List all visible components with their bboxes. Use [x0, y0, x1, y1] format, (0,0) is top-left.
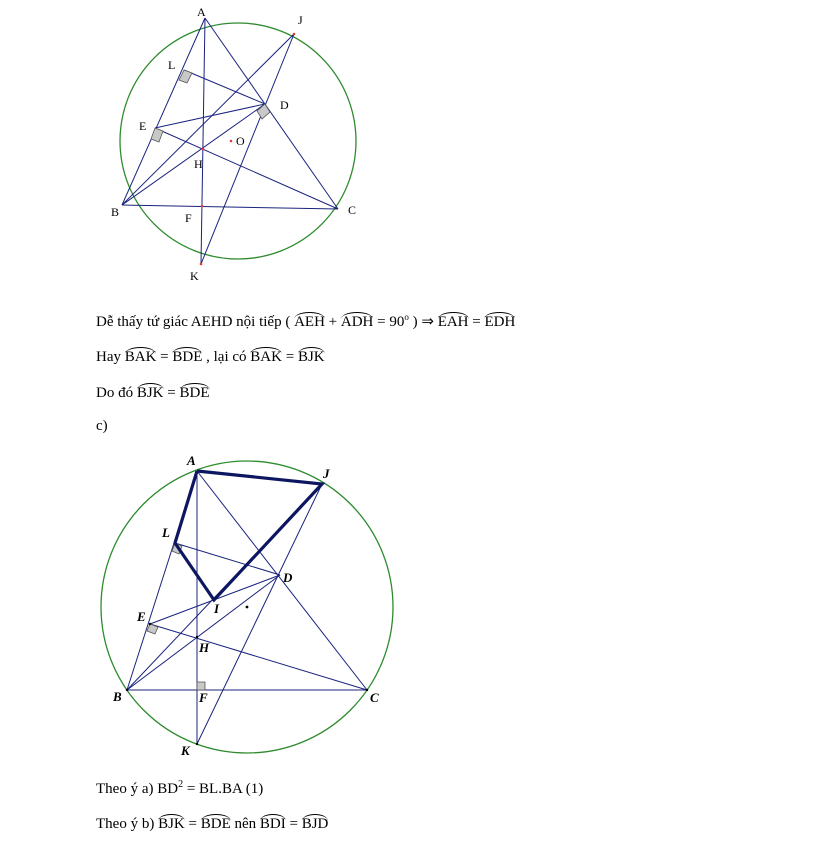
segment-jb	[127, 484, 322, 690]
text-line-3	[96, 385, 210, 402]
angle-bjk: BJK	[136, 385, 164, 401]
degree-sign: o	[404, 312, 409, 322]
label-h: H	[194, 157, 203, 171]
angle-eah: EAH	[437, 314, 469, 330]
label-a: A	[187, 453, 196, 468]
angle-bde: BDE	[200, 816, 231, 832]
label-c: C	[348, 203, 357, 217]
text-fragment: ) ⇒	[412, 314, 438, 330]
angle-aeh: AEH	[294, 314, 325, 330]
segment-jb	[122, 34, 294, 205]
segment-jk	[197, 484, 322, 744]
text-fragment: Theo ý b)	[96, 816, 159, 832]
text-fragment: nên	[234, 816, 260, 832]
figure-1	[0, 0, 813, 300]
right-angle-mark-f	[197, 682, 205, 690]
label-o: O	[236, 134, 245, 148]
segment-jk	[201, 34, 294, 264]
point-o	[246, 606, 249, 609]
label-j: J	[298, 13, 303, 27]
text-fragment: =	[160, 349, 173, 365]
label-d: D	[280, 98, 289, 112]
right-angle-mark-e	[147, 624, 158, 634]
point-h	[202, 148, 205, 151]
segment-bc	[122, 205, 338, 209]
text-fragment: =	[472, 314, 485, 330]
point-h	[196, 636, 198, 638]
text-fragment: =	[167, 385, 180, 401]
segment-bd	[127, 575, 280, 690]
right-angle-mark-e	[151, 128, 163, 142]
point-e	[149, 623, 151, 625]
label-c: C	[370, 690, 379, 705]
text-fragment: +	[328, 314, 341, 330]
angle-bdi: BDI	[259, 816, 286, 832]
point-j	[293, 33, 296, 36]
text-fragment: = BL.BA (1)	[183, 781, 264, 797]
text-line-4	[96, 779, 263, 798]
text-fragment: Dễ thấy tứ giác AEHD nội tiếp (	[96, 314, 291, 330]
label-d: D	[283, 570, 293, 585]
label-b: B	[111, 205, 120, 219]
segment-ab	[122, 18, 205, 205]
segment-ac	[205, 18, 338, 209]
text-fragment: =	[289, 816, 302, 832]
angle-adh: ADH	[340, 314, 374, 330]
bold-path-a-j-i-l-a	[175, 471, 322, 600]
label-a: A	[197, 5, 206, 19]
angle-bde: BDE	[172, 349, 203, 365]
segment-ec	[155, 128, 338, 209]
text-fragment: = 90	[377, 314, 405, 330]
label-f: F	[199, 690, 208, 705]
label-e: E	[139, 119, 147, 133]
label-b: B	[113, 689, 122, 704]
text-line-1	[96, 312, 515, 331]
segment-ld	[175, 543, 280, 575]
angle-bjk: BJK	[158, 816, 185, 832]
segment-ak	[201, 18, 205, 264]
label-h: H	[199, 640, 210, 655]
right-angle-mark-l	[172, 543, 182, 554]
text-line-5	[96, 816, 328, 833]
angle-bjk: BJK	[297, 349, 325, 365]
text-fragment: Theo ý a) BD	[96, 781, 179, 797]
point-b	[126, 689, 128, 691]
label-l: L	[162, 525, 170, 540]
text-fragment: =	[188, 816, 201, 832]
label-i: I	[214, 601, 220, 616]
label-j: J	[323, 466, 330, 481]
superscript: 2	[178, 779, 184, 790]
angle-edh: EDH	[484, 314, 516, 330]
label-k: K	[181, 743, 190, 758]
text-fragment: , lại có	[206, 349, 251, 365]
segment-ac	[197, 471, 367, 690]
circumcircle-2	[101, 461, 393, 753]
angle-bak: BAK	[124, 349, 157, 365]
point-k	[200, 263, 203, 266]
segment-ed	[150, 575, 280, 624]
segment-ab	[127, 471, 197, 690]
part-c-label: c)	[96, 418, 108, 434]
segment-ec	[150, 624, 367, 690]
angle-bjd: BJD	[301, 816, 329, 832]
label-f: F	[185, 211, 192, 225]
angle-bak-2: BAK	[250, 349, 282, 365]
label-l: L	[168, 58, 176, 72]
text-fragment: Do đó	[96, 385, 137, 401]
text-line-2	[96, 349, 325, 366]
label-k: K	[190, 269, 199, 283]
text-fragment: =	[285, 349, 298, 365]
angle-bde: BDE	[179, 385, 210, 401]
point-f	[201, 205, 204, 208]
label-e: E	[137, 609, 146, 624]
text-fragment: Hay	[96, 349, 125, 365]
right-angle-mark-d	[257, 104, 270, 119]
point-k	[196, 743, 198, 745]
point-c	[366, 689, 368, 691]
point-o	[230, 140, 233, 143]
